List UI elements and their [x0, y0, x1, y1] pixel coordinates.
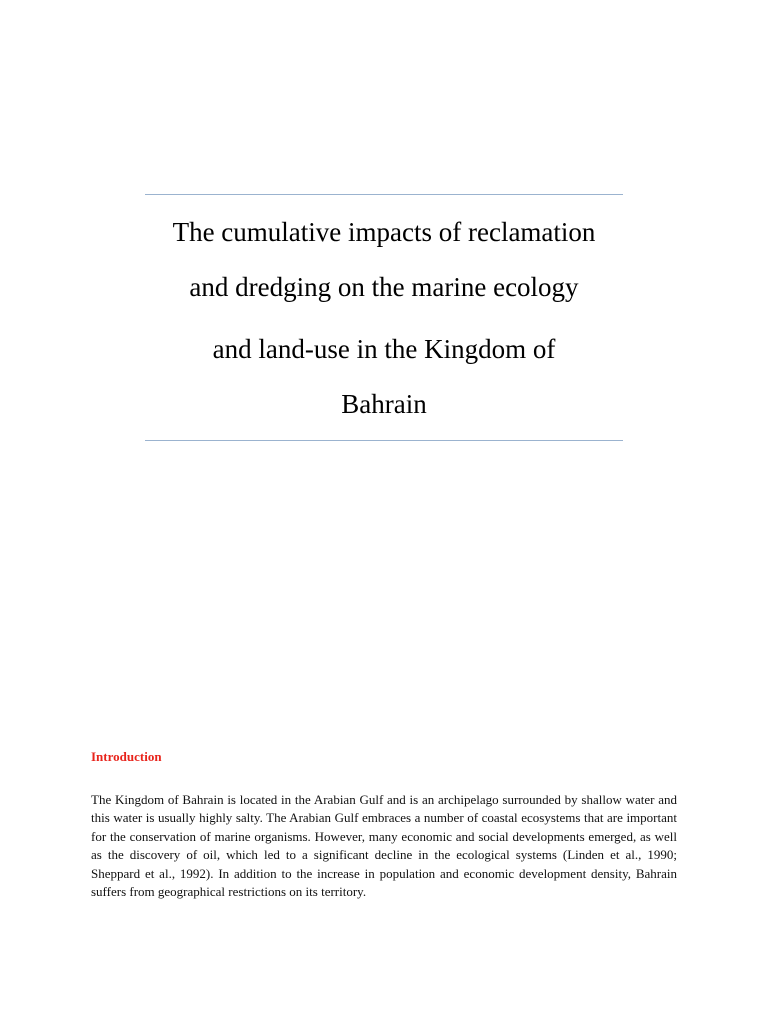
title-top-rule [145, 194, 623, 195]
title-spacer [120, 315, 648, 322]
document-title [120, 205, 648, 432]
title-line-1: The cumulative impacts of reclamation [172, 217, 596, 247]
title-line-3: and land-use in the Kingdom of [212, 334, 556, 364]
introduction-paragraph: The Kingdom of Bahrain is located in the Arabian Gulf and is an archipelago surrounded by shallow water and this water is usually highly salty. The Arabian Gulf embraces a number of coastal ecosystems that are important for the conservation of marine organisms. However, many economic and social developments emerged, as well as the discovery of oil, which led to a significant decline in the ecological systems (Linden et al., 1990; Sheppard et al., 1992). In addition to the increase in population and economic development density, Bahrain suffers from geographical restrictions on its territory. [91, 792, 677, 900]
section-heading-introduction: Introduction [91, 749, 162, 764]
title-bottom-rule [145, 440, 623, 441]
title-line-4: Bahrain [341, 389, 427, 419]
title-line-2: and dredging on the marine ecology [189, 272, 579, 302]
